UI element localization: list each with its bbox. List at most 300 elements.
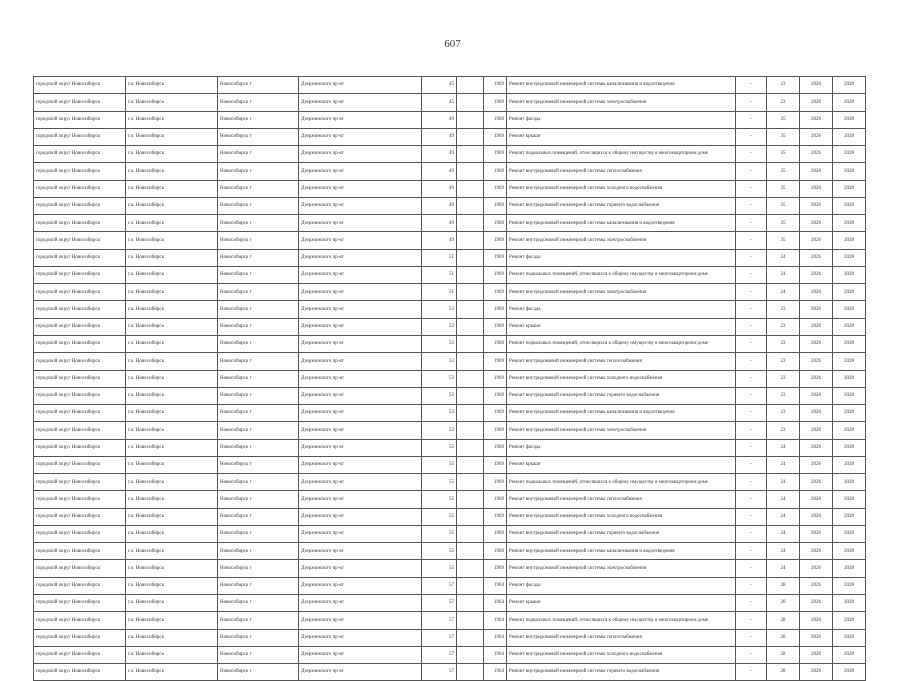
street-cell: Дзержинского пр-кт (299, 543, 422, 560)
city-cell: Новосибирск г (218, 422, 299, 439)
house-number-cell: 57 (422, 577, 457, 594)
extra-cell: - (736, 128, 767, 145)
building-cell (457, 111, 484, 128)
table-row (34, 335, 866, 352)
year-built-cell: 1969 (484, 508, 507, 525)
municipality-cell: городской округ Новосибирск (34, 474, 126, 491)
start-year-cell: 2026 (800, 577, 833, 594)
district-cell: г.о. Новосибирск (126, 94, 218, 111)
year-built-cell: 1969 (484, 111, 507, 128)
municipality-cell: городской округ Новосибирск (34, 77, 126, 94)
year-built-cell: 1969 (484, 405, 507, 422)
extra-cell: - (736, 405, 767, 422)
start-year-cell: 2026 (800, 646, 833, 663)
volume-cell: 24 (767, 249, 800, 266)
house-number-cell: 55 (422, 508, 457, 525)
end-year-cell: 2028 (833, 370, 866, 387)
work-type-cell: Ремонт внутридомовой инженерной системы холодного водоснабжения (507, 508, 736, 525)
municipality-cell: городской округ Новосибирск (34, 146, 126, 163)
year-built-cell: 1969 (484, 439, 507, 456)
street-cell: Дзержинского пр-кт (299, 405, 422, 422)
district-cell: г.о. Новосибирск (126, 405, 218, 422)
year-built-cell: 1969 (484, 284, 507, 301)
year-built-cell: 1969 (484, 422, 507, 439)
end-year-cell: 2028 (833, 664, 866, 681)
year-built-cell: 1969 (484, 94, 507, 111)
table-row (34, 456, 866, 473)
start-year-cell: 2026 (800, 560, 833, 577)
work-type-cell: Ремонт внутридомовой инженерной системы теплоснабжения (507, 163, 736, 180)
volume-cell: 28 (767, 594, 800, 611)
work-type-cell: Ремонт внутридомовой инженерной системы канализования и водоотведения (507, 405, 736, 422)
district-cell: г.о. Новосибирск (126, 577, 218, 594)
house-number-cell: 55 (422, 474, 457, 491)
start-year-cell: 2026 (800, 163, 833, 180)
municipality-cell: городской округ Новосибирск (34, 387, 126, 404)
municipality-cell: городской округ Новосибирск (34, 594, 126, 611)
building-cell (457, 594, 484, 611)
work-type-cell: Ремонт подвальных помещений, относящихся к общему имуществу в многоквартирном доме (507, 612, 736, 629)
extra-cell: - (736, 612, 767, 629)
street-cell: Дзержинского пр-кт (299, 94, 422, 111)
district-cell: г.о. Новосибирск (126, 318, 218, 335)
city-cell: Новосибирск г (218, 197, 299, 214)
table-row (34, 577, 866, 594)
extra-cell: - (736, 456, 767, 473)
house-number-cell: 49 (422, 146, 457, 163)
end-year-cell: 2028 (833, 560, 866, 577)
district-cell: г.о. Новосибирск (126, 197, 218, 214)
street-cell: Дзержинского пр-кт (299, 646, 422, 663)
work-type-cell: Ремонт крыши (507, 594, 736, 611)
year-built-cell: 1969 (484, 335, 507, 352)
building-cell (457, 405, 484, 422)
table-row (34, 508, 866, 525)
municipality-cell: городской округ Новосибирск (34, 284, 126, 301)
municipality-cell: городской округ Новосибирск (34, 491, 126, 508)
district-cell: г.о. Новосибирск (126, 594, 218, 611)
municipality-cell: городской округ Новосибирск (34, 543, 126, 560)
start-year-cell: 2026 (800, 197, 833, 214)
municipality-cell: городской округ Новосибирск (34, 560, 126, 577)
end-year-cell: 2028 (833, 353, 866, 370)
extra-cell: - (736, 215, 767, 232)
work-type-cell: Ремонт внутридомовой инженерной системы теплоснабжения (507, 491, 736, 508)
volume-cell: 35 (767, 111, 800, 128)
end-year-cell: 2028 (833, 163, 866, 180)
volume-cell: 23 (767, 335, 800, 352)
extra-cell: - (736, 577, 767, 594)
extra-cell: - (736, 387, 767, 404)
city-cell: Новосибирск г (218, 77, 299, 94)
volume-cell: 24 (767, 474, 800, 491)
district-cell: г.о. Новосибирск (126, 353, 218, 370)
table-row (34, 594, 866, 611)
street-cell: Дзержинского пр-кт (299, 232, 422, 249)
building-cell (457, 284, 484, 301)
district-cell: г.о. Новосибирск (126, 422, 218, 439)
year-built-cell: 1969 (484, 146, 507, 163)
year-built-cell: 1969 (484, 77, 507, 94)
table-row (34, 232, 866, 249)
table-row (34, 318, 866, 335)
district-cell: г.о. Новосибирск (126, 491, 218, 508)
house-number-cell: 53 (422, 405, 457, 422)
start-year-cell: 2026 (800, 594, 833, 611)
street-cell: Дзержинского пр-кт (299, 664, 422, 681)
building-cell (457, 215, 484, 232)
city-cell: Новосибирск г (218, 146, 299, 163)
building-cell (457, 163, 484, 180)
street-cell: Дзержинского пр-кт (299, 146, 422, 163)
table-row (34, 474, 866, 491)
extra-cell: - (736, 318, 767, 335)
extra-cell: - (736, 335, 767, 352)
extra-cell: - (736, 560, 767, 577)
street-cell: Дзержинского пр-кт (299, 629, 422, 646)
extra-cell: - (736, 439, 767, 456)
district-cell: г.о. Новосибирск (126, 612, 218, 629)
start-year-cell: 2026 (800, 215, 833, 232)
building-cell (457, 318, 484, 335)
work-type-cell: Ремонт внутридомовой инженерной системы электроснабжения (507, 560, 736, 577)
volume-cell: 28 (767, 629, 800, 646)
building-cell (457, 146, 484, 163)
building-cell (457, 560, 484, 577)
extra-cell: - (736, 508, 767, 525)
building-cell (457, 353, 484, 370)
municipality-cell: городской округ Новосибирск (34, 525, 126, 542)
city-cell: Новосибирск г (218, 301, 299, 318)
house-number-cell: 49 (422, 215, 457, 232)
table-row (34, 163, 866, 180)
district-cell: г.о. Новосибирск (126, 456, 218, 473)
start-year-cell: 2026 (800, 405, 833, 422)
extra-cell: - (736, 664, 767, 681)
municipality-cell: городской округ Новосибирск (34, 629, 126, 646)
municipality-cell: городской округ Новосибирск (34, 111, 126, 128)
street-cell: Дзержинского пр-кт (299, 387, 422, 404)
city-cell: Новосибирск г (218, 318, 299, 335)
municipality-cell: городской округ Новосибирск (34, 353, 126, 370)
end-year-cell: 2028 (833, 335, 866, 352)
street-cell: Дзержинского пр-кт (299, 525, 422, 542)
street-cell: Дзержинского пр-кт (299, 318, 422, 335)
extra-cell: - (736, 353, 767, 370)
volume-cell: 24 (767, 456, 800, 473)
municipality-cell: городской округ Новосибирск (34, 664, 126, 681)
district-cell: г.о. Новосибирск (126, 560, 218, 577)
building-cell (457, 128, 484, 145)
end-year-cell: 2028 (833, 77, 866, 94)
start-year-cell: 2026 (800, 249, 833, 266)
end-year-cell: 2028 (833, 439, 866, 456)
table-row (34, 111, 866, 128)
district-cell: г.о. Новосибирск (126, 474, 218, 491)
house-number-cell: 57 (422, 594, 457, 611)
street-cell: Дзержинского пр-кт (299, 284, 422, 301)
house-number-cell: 57 (422, 646, 457, 663)
district-cell: г.о. Новосибирск (126, 543, 218, 560)
table-row (34, 370, 866, 387)
building-cell (457, 387, 484, 404)
district-cell: г.о. Новосибирск (126, 266, 218, 283)
table-row (34, 249, 866, 266)
volume-cell: 24 (767, 491, 800, 508)
work-type-cell: Ремонт внутридомовой инженерной системы канализования и водоотведения (507, 77, 736, 94)
start-year-cell: 2026 (800, 180, 833, 197)
year-built-cell: 1969 (484, 370, 507, 387)
work-type-cell: Ремонт внутридомовой инженерной системы холодного водоснабжения (507, 180, 736, 197)
city-cell: Новосибирск г (218, 439, 299, 456)
street-cell: Дзержинского пр-кт (299, 577, 422, 594)
city-cell: Новосибирск г (218, 284, 299, 301)
street-cell: Дзержинского пр-кт (299, 612, 422, 629)
year-built-cell: 1969 (484, 266, 507, 283)
volume-cell: 28 (767, 646, 800, 663)
extra-cell: - (736, 111, 767, 128)
table-row (34, 353, 866, 370)
house-number-cell: 55 (422, 560, 457, 577)
building-cell (457, 525, 484, 542)
table-row (34, 301, 866, 318)
table-row (34, 646, 866, 663)
work-type-cell: Ремонт фасада (507, 111, 736, 128)
extra-cell: - (736, 284, 767, 301)
start-year-cell: 2026 (800, 111, 833, 128)
city-cell: Новосибирск г (218, 180, 299, 197)
end-year-cell: 2028 (833, 525, 866, 542)
city-cell: Новосибирск г (218, 474, 299, 491)
city-cell: Новосибирск г (218, 405, 299, 422)
city-cell: Новосибирск г (218, 491, 299, 508)
city-cell: Новосибирск г (218, 215, 299, 232)
extra-cell: - (736, 474, 767, 491)
end-year-cell: 2028 (833, 491, 866, 508)
extra-cell: - (736, 77, 767, 94)
volume-cell: 35 (767, 163, 800, 180)
year-built-cell: 1964 (484, 664, 507, 681)
building-cell (457, 491, 484, 508)
year-built-cell: 1969 (484, 249, 507, 266)
end-year-cell: 2028 (833, 646, 866, 663)
district-cell: г.о. Новосибирск (126, 370, 218, 387)
city-cell: Новосибирск г (218, 525, 299, 542)
table-row (34, 612, 866, 629)
building-cell (457, 646, 484, 663)
year-built-cell: 1969 (484, 560, 507, 577)
end-year-cell: 2028 (833, 543, 866, 560)
extra-cell: - (736, 180, 767, 197)
building-cell (457, 335, 484, 352)
extra-cell: - (736, 646, 767, 663)
work-type-cell: Ремонт внутридомовой инженерной системы канализования и водоотведения (507, 215, 736, 232)
building-cell (457, 543, 484, 560)
end-year-cell: 2028 (833, 594, 866, 611)
municipality-cell: городской округ Новосибирск (34, 215, 126, 232)
end-year-cell: 2028 (833, 318, 866, 335)
municipality-cell: городской округ Новосибирск (34, 180, 126, 197)
house-number-cell: 53 (422, 353, 457, 370)
start-year-cell: 2026 (800, 612, 833, 629)
year-built-cell: 1969 (484, 543, 507, 560)
city-cell: Новосибирск г (218, 594, 299, 611)
municipality-cell: городской округ Новосибирск (34, 301, 126, 318)
city-cell: Новосибирск г (218, 560, 299, 577)
start-year-cell: 2026 (800, 128, 833, 145)
year-built-cell: 1964 (484, 646, 507, 663)
extra-cell: - (736, 543, 767, 560)
house-number-cell: 49 (422, 128, 457, 145)
volume-cell: 28 (767, 612, 800, 629)
municipality-cell: городской округ Новосибирск (34, 508, 126, 525)
municipality-cell: городской округ Новосибирск (34, 370, 126, 387)
start-year-cell: 2026 (800, 146, 833, 163)
house-number-cell: 49 (422, 180, 457, 197)
city-cell: Новосибирск г (218, 612, 299, 629)
house-number-cell: 55 (422, 543, 457, 560)
municipality-cell: городской округ Новосибирск (34, 163, 126, 180)
house-number-cell: 53 (422, 387, 457, 404)
work-type-cell: Ремонт подвальных помещений, относящихся к общему имуществу в многоквартирном доме (507, 474, 736, 491)
street-cell: Дзержинского пр-кт (299, 594, 422, 611)
house-number-cell: 55 (422, 439, 457, 456)
end-year-cell: 2028 (833, 405, 866, 422)
year-built-cell: 1969 (484, 318, 507, 335)
house-number-cell: 49 (422, 197, 457, 214)
building-cell (457, 197, 484, 214)
table-row (34, 439, 866, 456)
municipality-cell: городской округ Новосибирск (34, 232, 126, 249)
volume-cell: 23 (767, 387, 800, 404)
start-year-cell: 2026 (800, 456, 833, 473)
end-year-cell: 2028 (833, 249, 866, 266)
start-year-cell: 2026 (800, 664, 833, 681)
city-cell: Новосибирск г (218, 387, 299, 404)
table-row (34, 629, 866, 646)
work-type-cell: Ремонт внутридомовой инженерной системы электроснабжения (507, 94, 736, 111)
volume-cell: 35 (767, 232, 800, 249)
work-type-cell: Ремонт подвальных помещений, относящихся к общему имуществу в многоквартирном доме (507, 266, 736, 283)
building-cell (457, 266, 484, 283)
work-type-cell: Ремонт внутридомовой инженерной системы горячего водоснабжения (507, 387, 736, 404)
end-year-cell: 2028 (833, 215, 866, 232)
city-cell: Новосибирск г (218, 456, 299, 473)
district-cell: г.о. Новосибирск (126, 77, 218, 94)
house-number-cell: 51 (422, 249, 457, 266)
table-row (34, 284, 866, 301)
building-cell (457, 249, 484, 266)
building-cell (457, 629, 484, 646)
start-year-cell: 2026 (800, 543, 833, 560)
extra-cell: - (736, 525, 767, 542)
volume-cell: 24 (767, 560, 800, 577)
house-number-cell: 49 (422, 111, 457, 128)
district-cell: г.о. Новосибирск (126, 284, 218, 301)
municipality-cell: городской округ Новосибирск (34, 422, 126, 439)
district-cell: г.о. Новосибирск (126, 111, 218, 128)
municipality-cell: городской округ Новосибирск (34, 249, 126, 266)
table-row (34, 197, 866, 214)
volume-cell: 24 (767, 284, 800, 301)
municipality-cell: городской округ Новосибирск (34, 128, 126, 145)
end-year-cell: 2028 (833, 422, 866, 439)
work-type-cell: Ремонт фасада (507, 577, 736, 594)
street-cell: Дзержинского пр-кт (299, 474, 422, 491)
extra-cell: - (736, 249, 767, 266)
year-built-cell: 1969 (484, 491, 507, 508)
start-year-cell: 2026 (800, 422, 833, 439)
street-cell: Дзержинского пр-кт (299, 560, 422, 577)
work-type-cell: Ремонт фасада (507, 249, 736, 266)
start-year-cell: 2026 (800, 491, 833, 508)
district-cell: г.о. Новосибирск (126, 646, 218, 663)
street-cell: Дзержинского пр-кт (299, 77, 422, 94)
district-cell: г.о. Новосибирск (126, 249, 218, 266)
house-number-cell: 51 (422, 284, 457, 301)
table-row (34, 387, 866, 404)
table-row (34, 94, 866, 111)
city-cell: Новосибирск г (218, 646, 299, 663)
table-row (34, 422, 866, 439)
extra-cell: - (736, 266, 767, 283)
municipality-cell: городской округ Новосибирск (34, 577, 126, 594)
volume-cell: 35 (767, 180, 800, 197)
start-year-cell: 2026 (800, 284, 833, 301)
house-number-cell: 55 (422, 491, 457, 508)
table-row (34, 128, 866, 145)
start-year-cell: 2026 (800, 266, 833, 283)
work-type-cell: Ремонт внутридомовой инженерной системы холодного водоснабжения (507, 370, 736, 387)
city-cell: Новосибирск г (218, 111, 299, 128)
table-row (34, 266, 866, 283)
extra-cell: - (736, 370, 767, 387)
volume-cell: 24 (767, 508, 800, 525)
city-cell: Новосибирск г (218, 577, 299, 594)
street-cell: Дзержинского пр-кт (299, 508, 422, 525)
volume-cell: 35 (767, 197, 800, 214)
street-cell: Дзержинского пр-кт (299, 456, 422, 473)
end-year-cell: 2028 (833, 180, 866, 197)
year-built-cell: 1969 (484, 353, 507, 370)
work-type-cell: Ремонт внутридомовой инженерной системы теплоснабжения (507, 353, 736, 370)
city-cell: Новосибирск г (218, 629, 299, 646)
work-type-cell: Ремонт подвальных помещений, относящихся к общему имуществу в многоквартирном доме (507, 146, 736, 163)
start-year-cell: 2026 (800, 387, 833, 404)
street-cell: Дзержинского пр-кт (299, 335, 422, 352)
start-year-cell: 2026 (800, 439, 833, 456)
building-cell (457, 439, 484, 456)
start-year-cell: 2026 (800, 370, 833, 387)
house-number-cell: 57 (422, 612, 457, 629)
volume-cell: 28 (767, 577, 800, 594)
extra-cell: - (736, 629, 767, 646)
house-number-cell: 55 (422, 525, 457, 542)
street-cell: Дзержинского пр-кт (299, 249, 422, 266)
end-year-cell: 2028 (833, 94, 866, 111)
year-built-cell: 1964 (484, 594, 507, 611)
volume-cell: 35 (767, 128, 800, 145)
volume-cell: 35 (767, 215, 800, 232)
volume-cell: 23 (767, 94, 800, 111)
page-number: 607 (444, 38, 461, 50)
table-row (34, 491, 866, 508)
table-row (34, 664, 866, 681)
year-built-cell: 1969 (484, 525, 507, 542)
year-built-cell: 1969 (484, 163, 507, 180)
end-year-cell: 2028 (833, 284, 866, 301)
year-built-cell: 1969 (484, 128, 507, 145)
